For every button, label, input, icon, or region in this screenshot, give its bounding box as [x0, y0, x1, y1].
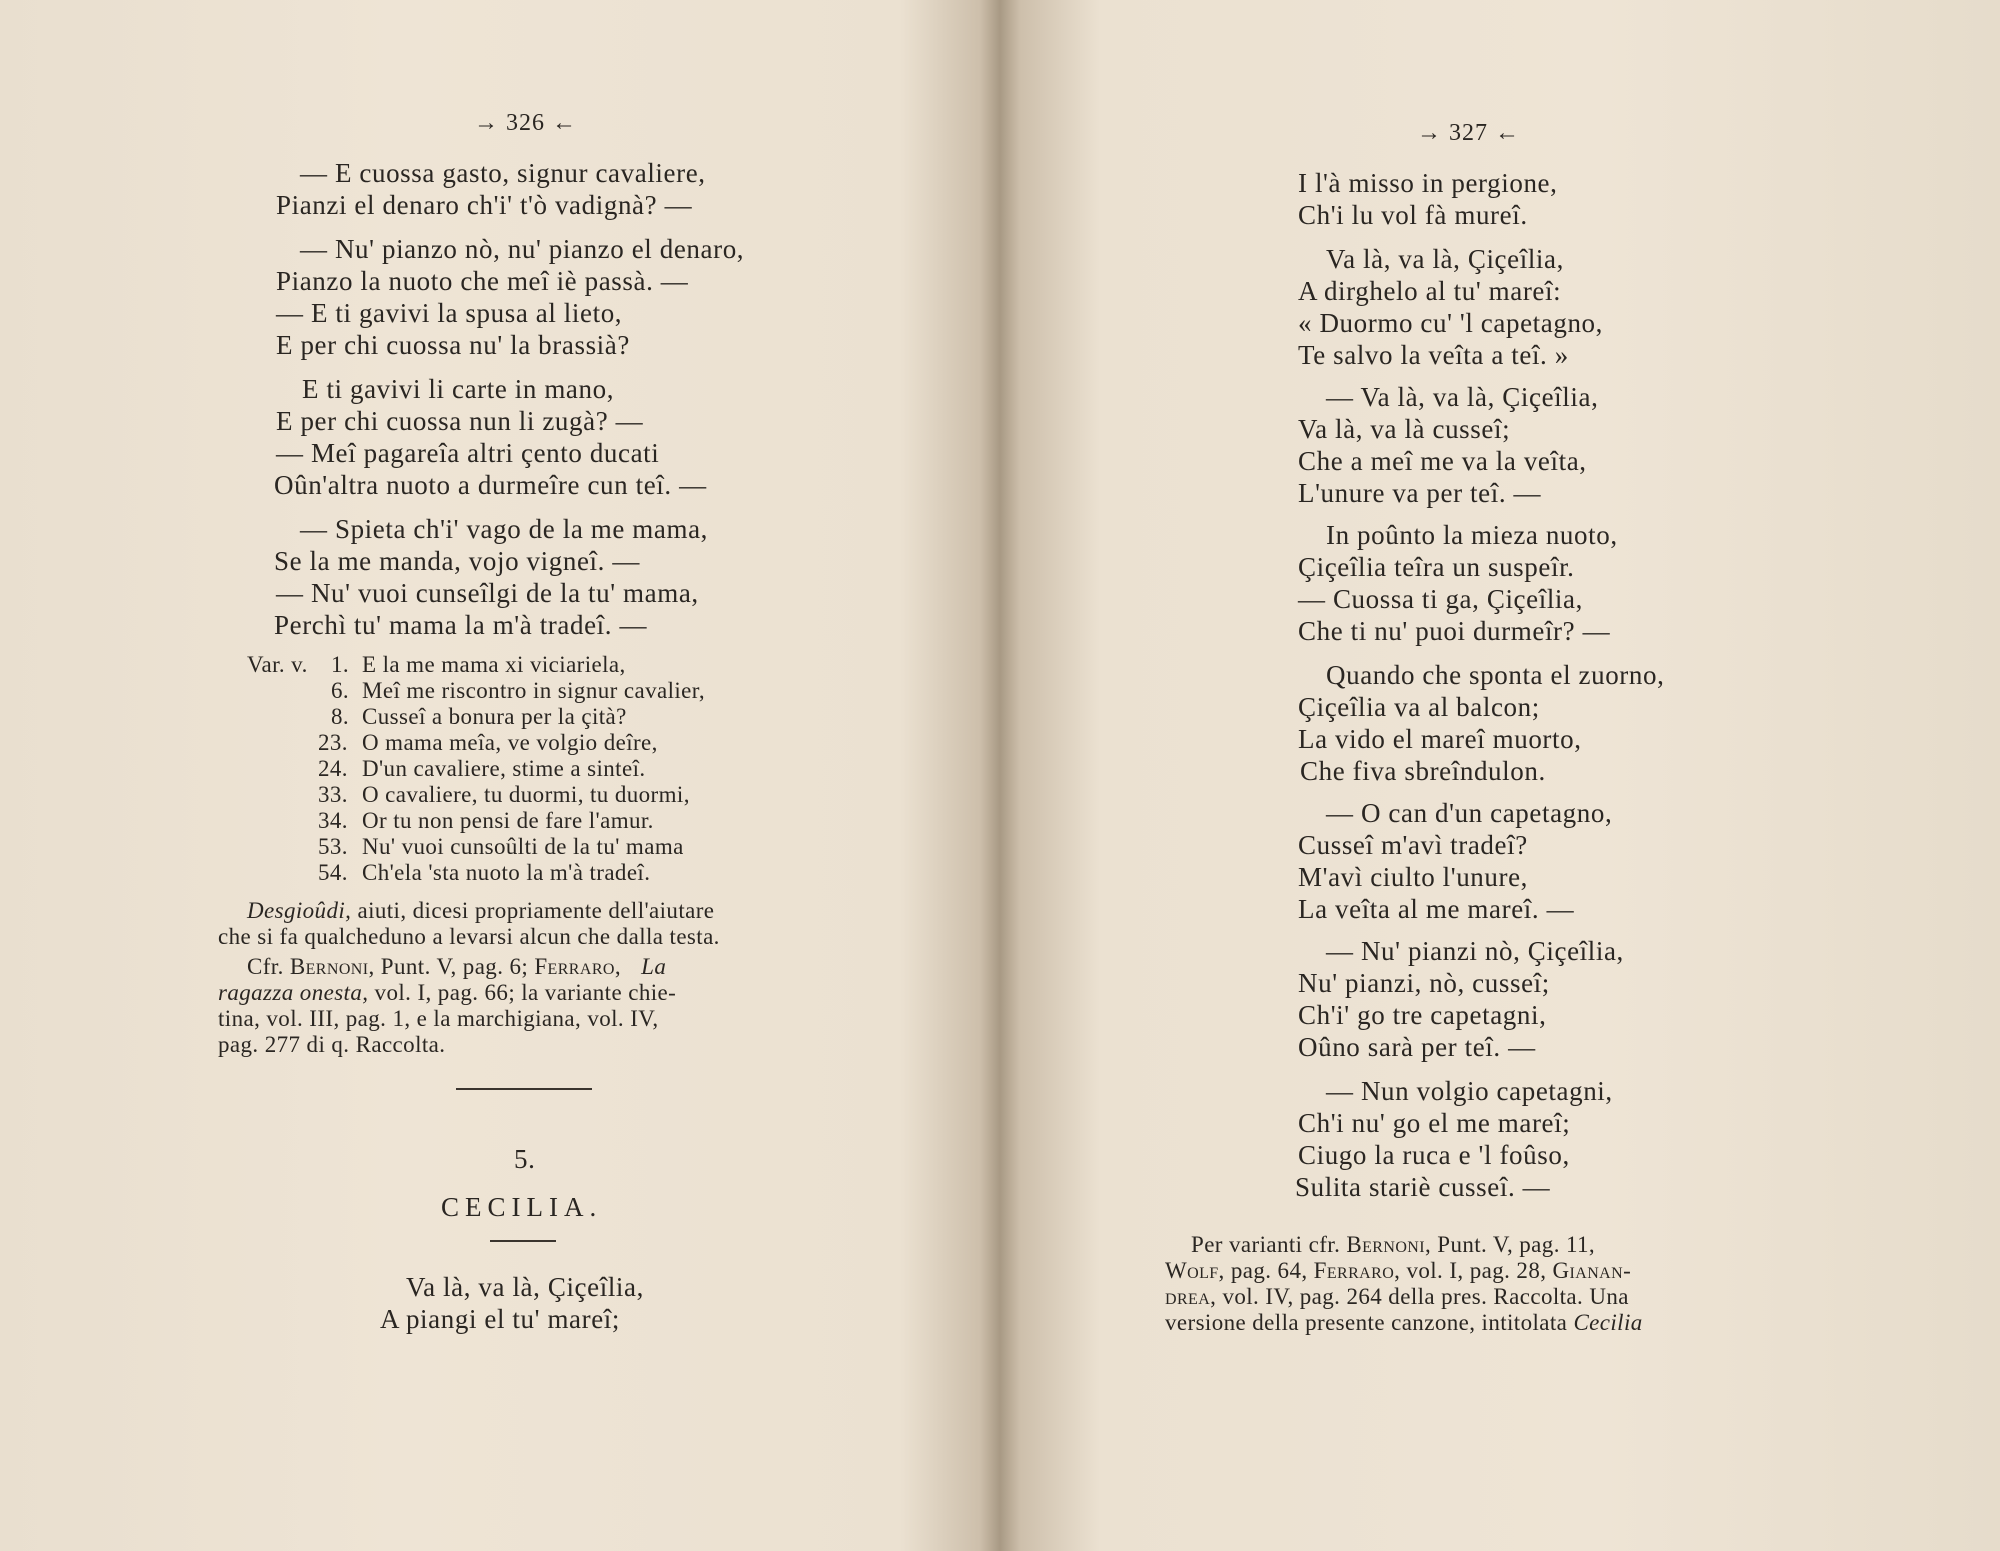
verse-line: Ciugo la ruca e 'l foûso, [1298, 1140, 1570, 1170]
verse-line: — Nu' pianzi nò, Çiçeîlia, [1326, 936, 1624, 966]
verse-line: Perchì tu' mama la m'à tradeî. — [274, 610, 648, 640]
variant-number: 24. [318, 756, 348, 781]
verse-line: Sulita stariè cusseî. — [1295, 1172, 1551, 1202]
variant-number: 6. [331, 678, 350, 703]
verse-line: Cusseî m'avì tradeî? [1298, 830, 1528, 860]
verse-line: E ti gavivi li carte in mano, [302, 374, 615, 404]
left-page [0, 0, 995, 1551]
verse-line: « Duormo cu' 'l capetagno, [1298, 308, 1603, 338]
page-number: → 327 ← [1417, 120, 1520, 146]
verse-line: Ch'i' go tre capetagni, [1298, 1000, 1547, 1030]
section-title: CECILIA. [441, 1192, 603, 1222]
right-page [1005, 0, 2000, 1551]
title-divider [490, 1240, 556, 1242]
page-number: → 326 ← [474, 110, 577, 136]
verse-line: Oûn'altra nuoto a durmeîre cun teî. — [274, 470, 707, 500]
reference-line: tina, vol. III, pag. 1, e la marchigiana, vol. IV, [218, 1006, 659, 1031]
reference-text: versione della presente canzone, intitolata [1165, 1310, 1574, 1335]
variant-text: Ch'ela 'sta nuoto la m'à tradeî. [362, 860, 651, 885]
verse-line: Pianzo la nuoto che meî iè passà. — [276, 266, 689, 296]
author-name: Gianan- [1552, 1258, 1632, 1283]
reference-text: , [614, 954, 628, 979]
verse-line: — Cuossa ti ga, Çiçeîlia, [1298, 584, 1583, 614]
gloss-text: aiuti, dicesi propriamente dell'aiutare [351, 898, 715, 923]
verse-line: L'unure va per teî. — [1298, 478, 1542, 508]
variant-text: E la me mama xi viciariela, [362, 652, 626, 677]
author-name: Ferraro [1313, 1258, 1395, 1283]
verse-line: M'avì ciulto l'unure, [1298, 862, 1529, 892]
author-name: Wolf [1165, 1258, 1219, 1283]
section-number: 5. [514, 1144, 536, 1174]
reference-text: , pag. 64, [1218, 1258, 1314, 1283]
reference-line [1165, 1284, 1629, 1310]
verse-line: Pianzi el denaro ch'i' t'ò vadignà? — [276, 190, 693, 220]
reference-text: vol. I, pag. 66; la variante chie- [368, 980, 677, 1005]
verse-line: I l'à misso in pergione, [1298, 168, 1558, 198]
verse-line: — E cuossa gasto, signur cavaliere, [300, 158, 706, 188]
variant-number: 1. [331, 652, 350, 677]
verse-line: — E ti gavivi la spusa al lieto, [276, 298, 623, 328]
work-title: La [641, 954, 667, 979]
verse-line: La veîta al me mareî. — [1298, 894, 1575, 924]
gloss-word: Desgioûdi, [247, 898, 352, 923]
verse-line: Ch'i lu vol fà mureî. [1298, 200, 1528, 230]
author-name: drea [1165, 1284, 1211, 1309]
verse-line: — Spieta ch'i' vago de la me mama, [300, 514, 709, 544]
variant-text: O mama meîa, ve volgio deîre, [362, 730, 658, 755]
verse-line: Va là, va là cusseî; [1298, 414, 1511, 444]
reference-text: Cfr. [247, 954, 290, 979]
reference-text: , vol. I, pag. 28, [1394, 1258, 1553, 1283]
variant-number: 23. [318, 730, 348, 755]
verse-line: — O can d'un capetagno, [1326, 798, 1613, 828]
variant-text: Meî me riscontro in signur cavalier, [362, 678, 706, 703]
verse-line: In poûnto la mieza nuoto, [1326, 520, 1618, 550]
variant-text: Or tu non pensi de fare l'amur. [362, 808, 654, 833]
variants-label: Var. v. [247, 652, 308, 677]
verse-line: E per chi cuossa nun li zugà? — [276, 406, 644, 436]
variant-number: 34. [318, 808, 348, 833]
variant-number: 33. [318, 782, 348, 807]
verse-line: — Nu' vuoi cunseîlgi de la tu' mama, [276, 578, 699, 608]
variant-number: 8. [331, 704, 350, 729]
verse-line: Oûno sarà per teî. — [1298, 1032, 1536, 1062]
reference-line [218, 980, 676, 1006]
verse-line: Se la me manda, vojo vigneî. — [274, 546, 640, 576]
verse-line: — Nun volgio capetagni, [1326, 1076, 1613, 1106]
verse-line: Çiçeîlia teîra un suspeîr. [1298, 552, 1575, 582]
variant-number: 54. [318, 860, 348, 885]
variant-text: Nu' vuoi cunsoûlti de la tu' mama [362, 834, 684, 859]
reference-line [1165, 1310, 1643, 1336]
gloss [247, 898, 714, 924]
author-name: Bernoni [289, 954, 369, 979]
verse-line: Nu' pianzi, nò, cusseî; [1298, 968, 1550, 998]
verse-line: Che fiva sbreîndulon. [1300, 756, 1546, 786]
verse-line: — Meî pagareîa altri çento ducati [276, 438, 660, 468]
reference-text: , Punt. V, pag. 11, [1424, 1232, 1596, 1257]
verse-line: — Va là, va là, Çiçeîlia, [1326, 382, 1599, 412]
verse-line: Va là, va là, Çiçeîlia, [1326, 244, 1564, 274]
verse-line: E per chi cuossa nu' la brassià? [276, 330, 630, 360]
verse-line: Che a meî me va la veîta, [1298, 446, 1587, 476]
variant-text: Cusseî a bonura per la çità? [362, 704, 627, 729]
verse-line: A dirghelo al tu' mareî: [1298, 276, 1562, 306]
author-name: Ferraro [534, 954, 615, 979]
reference-text: , Punt. V, pag. 6; [368, 954, 535, 979]
verse-line: Va là, va là, Çiçeîlia, [406, 1272, 644, 1302]
reference-text: , vol. IV, pag. 264 della pres. Raccolta. Una [1210, 1284, 1629, 1309]
author-name: Bernoni [1346, 1232, 1425, 1257]
work-title: ragazza onesta, [218, 980, 369, 1005]
reference-line [1191, 1232, 1595, 1258]
gloss-text: che si fa qualcheduno a levarsi alcun che dalla testa. [218, 924, 720, 949]
verse-line: Quando che sponta el zuorno, [1326, 660, 1665, 690]
variant-text: O cavaliere, tu duormi, tu duormi, [362, 782, 690, 807]
verse-line: A piangi el tu' mareî; [380, 1304, 621, 1334]
verse-line: La vido el mareî muorto, [1298, 724, 1582, 754]
reference-text: Per varianti cfr. [1191, 1232, 1347, 1257]
reference-line [1165, 1258, 1631, 1284]
verse-line: Ch'i nu' go el me mareî; [1298, 1108, 1571, 1138]
work-title: Cecilia [1573, 1310, 1643, 1335]
verse-line: Çiçeîlia va al balcon; [1298, 692, 1540, 722]
section-divider [456, 1088, 592, 1090]
variant-text: D'un cavaliere, stime a sinteî. [362, 756, 646, 781]
verse-line: Te salvo la veîta a teî. » [1298, 340, 1569, 370]
reference-line [247, 954, 666, 980]
reference-line: pag. 277 di q. Raccolta. [218, 1032, 446, 1057]
verse-line: — Nu' pianzo nò, nu' pianzo el denaro, [300, 234, 745, 264]
verse-line: Che ti nu' puoi durmeîr? — [1298, 616, 1611, 646]
variant-number: 53. [318, 834, 348, 859]
